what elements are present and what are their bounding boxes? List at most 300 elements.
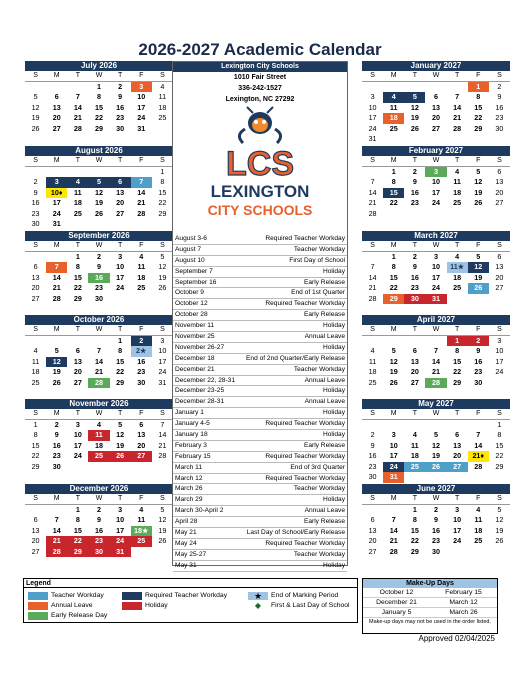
weekday-header: S bbox=[362, 71, 383, 82]
day-cell: 28 bbox=[453, 123, 462, 133]
day-cell: 24 bbox=[116, 283, 125, 292]
day-cell: 25 bbox=[389, 123, 398, 133]
day-cell: 22 bbox=[389, 198, 398, 207]
day-cell: 25 bbox=[453, 198, 462, 207]
month-calendar bbox=[362, 61, 510, 145]
day-cell: 21 bbox=[46, 536, 67, 547]
day-cell: 2 bbox=[118, 81, 123, 91]
weekday-header: M bbox=[383, 409, 404, 420]
empty-day bbox=[46, 82, 67, 93]
day-cell: 26 bbox=[474, 198, 483, 207]
event-date: December 21 bbox=[175, 365, 215, 373]
day-cell: 7 bbox=[160, 419, 165, 429]
month-calendar bbox=[362, 231, 510, 304]
day-cell: 5 bbox=[497, 504, 502, 514]
day-cell: 13 bbox=[31, 272, 40, 282]
event-date: April 28 bbox=[175, 518, 198, 526]
day-cell: 19 bbox=[410, 113, 419, 122]
day-cell: 18 bbox=[474, 525, 483, 535]
day-cell: 19 bbox=[158, 272, 167, 282]
day-cell: 20 bbox=[368, 536, 377, 545]
day-cell: 15 bbox=[453, 356, 462, 366]
day-cell: 13 bbox=[52, 102, 61, 112]
day-cell: 20 bbox=[453, 451, 462, 460]
day-cell: 2 bbox=[497, 81, 502, 91]
event-description: End of 3rd Quarter bbox=[290, 463, 345, 471]
event-date: November 11 bbox=[175, 322, 215, 330]
day-cell: 25 bbox=[137, 283, 146, 292]
weekday-header: T bbox=[110, 325, 131, 336]
month-title: November 2026 bbox=[25, 399, 173, 409]
weekday-header: W bbox=[425, 494, 446, 505]
day-cell: 16 bbox=[52, 440, 61, 450]
day-cell: 3 bbox=[46, 177, 67, 188]
day-cell: 19 bbox=[495, 525, 504, 535]
weekday-header: S bbox=[25, 409, 46, 420]
weekday-header: S bbox=[25, 325, 46, 336]
day-cell: 28 bbox=[158, 451, 167, 460]
weekday-header: F bbox=[131, 156, 152, 167]
day-cell: 31 bbox=[52, 219, 61, 228]
day-cell: 25 bbox=[404, 462, 425, 473]
weekday-header: T bbox=[67, 241, 88, 252]
day-cell: 25 bbox=[453, 283, 462, 292]
day-cell: 6 bbox=[75, 346, 80, 355]
day-cell: 4 bbox=[96, 419, 101, 429]
day-cell: 4 bbox=[476, 504, 481, 514]
legend-end-of-marking-period bbox=[248, 591, 338, 600]
weekday-header: T bbox=[110, 241, 131, 252]
month-calendar bbox=[25, 484, 173, 557]
day-cell: 22 bbox=[410, 536, 419, 545]
school-info-panel bbox=[172, 61, 348, 569]
legend-label: First & Last Day of School bbox=[271, 602, 350, 609]
event-date: October 12 bbox=[175, 300, 208, 308]
day-cell: 10 bbox=[431, 262, 440, 271]
weekday-header: W bbox=[88, 325, 109, 336]
day-cell: 3 bbox=[370, 92, 375, 101]
day-cell: 28 bbox=[88, 378, 109, 389]
day-cell: 21 bbox=[94, 367, 103, 376]
day-cell: 11 bbox=[31, 356, 40, 366]
empty-day bbox=[383, 336, 404, 347]
day-cell: 1 bbox=[447, 336, 468, 347]
day-cell: 20 bbox=[431, 113, 440, 122]
day-cell: 2★ bbox=[131, 346, 152, 357]
day-cell: 18 bbox=[410, 451, 419, 460]
day-cell: 18 bbox=[368, 367, 377, 376]
event-row bbox=[173, 267, 347, 278]
legend-first-last-day bbox=[248, 601, 350, 610]
day-cell: 10 bbox=[116, 262, 125, 271]
day-cell: 26 bbox=[389, 377, 398, 387]
day-cell: 15 bbox=[474, 102, 483, 112]
day-cell: 16 bbox=[410, 187, 419, 197]
day-cell: 14 bbox=[474, 440, 483, 450]
month-title: September 2026 bbox=[25, 231, 173, 241]
day-cell: 21 bbox=[158, 440, 167, 450]
weekday-header: M bbox=[383, 156, 404, 167]
empty-day bbox=[362, 82, 383, 93]
day-cell: 23 bbox=[474, 367, 483, 376]
day-cell: 24 bbox=[52, 208, 61, 218]
weekday-header: T bbox=[447, 156, 468, 167]
day-cell: 9 bbox=[370, 440, 375, 450]
day-cell: 28 bbox=[137, 208, 146, 218]
legend-label: Holiday bbox=[145, 602, 168, 609]
day-cell: 6 bbox=[54, 92, 59, 101]
event-description: Required Teacher Workday bbox=[265, 539, 345, 547]
day-cell: 29 bbox=[94, 123, 103, 133]
day-cell: 8 bbox=[118, 346, 123, 355]
day-cell: 30 bbox=[116, 123, 125, 133]
event-date: March 12 bbox=[175, 474, 203, 482]
day-cell: 30 bbox=[52, 461, 61, 471]
day-cell: 6 bbox=[139, 419, 144, 429]
day-cell: 16 bbox=[137, 356, 146, 366]
weekday-header: T bbox=[404, 325, 425, 336]
day-cell: 23 bbox=[410, 198, 419, 207]
day-cell: 12 bbox=[431, 440, 440, 450]
day-cell: 12 bbox=[94, 187, 103, 197]
month-title: August 2026 bbox=[25, 146, 173, 156]
event-date: January 4-5 bbox=[175, 420, 210, 428]
day-cell: 24 bbox=[431, 198, 440, 207]
day-cell: 30 bbox=[474, 377, 483, 387]
month-grid bbox=[25, 494, 173, 557]
empty-day bbox=[46, 505, 67, 516]
day-cell: 27 bbox=[73, 377, 82, 387]
day-cell: 16 bbox=[368, 451, 377, 460]
day-cell: 31 bbox=[158, 377, 167, 387]
day-cell: 22 bbox=[474, 113, 483, 122]
weekday-header: S bbox=[489, 409, 510, 420]
legend-title: Legend bbox=[24, 579, 357, 588]
day-cell: 2 bbox=[96, 251, 101, 261]
day-cell: 6 bbox=[433, 92, 438, 101]
day-cell: 25 bbox=[158, 113, 167, 122]
mascot-logo-icon bbox=[173, 105, 347, 225]
day-cell: 24 bbox=[137, 113, 146, 122]
event-description: Required Teacher Workday bbox=[265, 420, 345, 428]
day-cell: 29 bbox=[31, 461, 40, 471]
month-calendar bbox=[25, 399, 173, 472]
day-cell: 24 bbox=[383, 462, 404, 473]
day-cell: 9 bbox=[33, 187, 38, 197]
day-cell: 6 bbox=[370, 515, 375, 524]
day-cell: 2 bbox=[468, 336, 489, 347]
month-grid bbox=[362, 241, 510, 304]
day-cell: 30 bbox=[137, 377, 146, 387]
empty-day bbox=[447, 82, 468, 93]
makeup-day: March 26 bbox=[430, 608, 497, 618]
day-cell: 21 bbox=[389, 536, 398, 545]
day-cell: 30 bbox=[431, 546, 440, 556]
event-description: Required Teacher Workday bbox=[265, 474, 345, 482]
weekday-header: T bbox=[67, 325, 88, 336]
day-cell: 14 bbox=[52, 525, 61, 535]
day-cell: 22 bbox=[389, 283, 398, 292]
empty-day bbox=[404, 82, 425, 93]
event-date: February 15 bbox=[175, 452, 211, 460]
day-cell: 15 bbox=[495, 440, 504, 450]
empty-day bbox=[404, 336, 425, 347]
day-cell: 15 bbox=[158, 187, 167, 197]
day-cell: 20 bbox=[73, 367, 82, 376]
day-cell: 14 bbox=[389, 525, 398, 535]
day-cell: 31 bbox=[368, 134, 377, 143]
weekday-header: F bbox=[131, 494, 152, 505]
empty-day bbox=[362, 167, 383, 178]
empty-day bbox=[425, 82, 446, 93]
day-cell: 19 bbox=[474, 187, 483, 197]
day-cell: 20 bbox=[410, 367, 419, 376]
month-grid bbox=[25, 71, 173, 134]
weekday-header: M bbox=[46, 494, 67, 505]
legend bbox=[23, 578, 358, 623]
event-description: Last Day of School/Early Release bbox=[246, 529, 345, 537]
day-cell: 22 bbox=[116, 367, 125, 376]
day-cell: 11 bbox=[74, 187, 82, 197]
day-cell: 10 bbox=[389, 440, 398, 450]
day-cell: 15 bbox=[94, 102, 103, 112]
day-cell: 18 bbox=[94, 440, 103, 450]
day-cell: 13 bbox=[137, 430, 146, 439]
empty-day bbox=[362, 252, 383, 263]
day-cell: 24 bbox=[73, 451, 82, 460]
day-cell: 1 bbox=[412, 504, 417, 514]
event-row bbox=[173, 408, 347, 419]
weekday-header: F bbox=[131, 409, 152, 420]
month-calendar bbox=[25, 231, 173, 304]
day-cell: 21 bbox=[453, 113, 462, 122]
day-cell: 21 bbox=[368, 198, 377, 207]
school-city: Lexington, NC 27292 bbox=[225, 96, 295, 103]
day-cell: 6 bbox=[110, 177, 131, 188]
day-cell: 9 bbox=[96, 262, 101, 271]
day-cell: 10♦ bbox=[46, 188, 67, 199]
day-cell: 4 bbox=[33, 346, 38, 355]
month-grid bbox=[362, 71, 510, 145]
day-cell: 21 bbox=[52, 283, 61, 292]
weekday-header: S bbox=[362, 325, 383, 336]
weekday-header: S bbox=[362, 409, 383, 420]
day-cell: 5 bbox=[160, 504, 165, 514]
day-cell: 16 bbox=[474, 356, 483, 366]
day-cell: 6 bbox=[33, 515, 38, 524]
empty-day bbox=[46, 167, 67, 178]
weekday-header: S bbox=[489, 494, 510, 505]
day-cell: 26 bbox=[425, 462, 446, 473]
empty-day bbox=[383, 82, 404, 93]
day-cell: 28 bbox=[389, 546, 398, 556]
day-cell: 4 bbox=[383, 92, 404, 103]
annual-leave-swatch bbox=[28, 602, 48, 610]
weekday-header: W bbox=[88, 241, 109, 252]
day-cell: 24 bbox=[431, 283, 440, 292]
event-row bbox=[173, 463, 347, 474]
day-cell: 23 bbox=[116, 113, 125, 122]
event-date: March 30-April 2 bbox=[175, 507, 224, 515]
event-row bbox=[173, 484, 347, 495]
day-cell: 22 bbox=[67, 536, 88, 547]
day-cell: 22 bbox=[31, 451, 40, 460]
required-workday-swatch bbox=[122, 592, 142, 600]
event-description: Early Release bbox=[303, 441, 345, 449]
weekday-header: W bbox=[425, 325, 446, 336]
day-cell: 2 bbox=[96, 504, 101, 514]
event-row bbox=[173, 561, 347, 572]
empty-day bbox=[425, 420, 446, 431]
weekday-header: S bbox=[489, 156, 510, 167]
day-cell: 1 bbox=[391, 166, 396, 176]
month-calendar bbox=[25, 146, 173, 230]
day-cell: 10 bbox=[158, 346, 167, 355]
day-cell: 18 bbox=[383, 113, 404, 124]
empty-day bbox=[67, 336, 88, 347]
weekday-header: M bbox=[46, 409, 67, 420]
event-row bbox=[173, 299, 347, 310]
day-cell: 7 bbox=[46, 262, 67, 273]
weekday-header: T bbox=[447, 241, 468, 252]
makeup-days bbox=[362, 578, 498, 634]
day-cell: 26 bbox=[158, 283, 167, 292]
event-description: Required Teacher Workday bbox=[265, 300, 345, 308]
event-date: May 24 bbox=[175, 539, 197, 547]
event-row bbox=[173, 256, 347, 267]
day-cell: 7 bbox=[455, 92, 460, 101]
day-cell: 14 bbox=[453, 102, 462, 112]
school-phone: 336-242-1527 bbox=[238, 85, 282, 92]
day-cell: 4 bbox=[160, 81, 165, 91]
day-cell: 23 bbox=[368, 461, 377, 471]
school-name-header: Lexington City Schools bbox=[173, 62, 347, 72]
day-cell: 23 bbox=[88, 536, 109, 547]
event-description: Teacher Workday bbox=[293, 245, 345, 253]
day-cell: 30 bbox=[495, 123, 504, 133]
day-cell: 28 bbox=[52, 293, 61, 303]
day-cell: 10 bbox=[453, 515, 462, 524]
day-cell: 24 bbox=[495, 367, 504, 376]
event-date: September 7 bbox=[175, 267, 213, 275]
event-row bbox=[173, 365, 347, 376]
empty-day bbox=[362, 420, 383, 431]
day-cell: 18★ bbox=[131, 526, 152, 537]
day-cell: 9 bbox=[118, 92, 123, 101]
month-grid bbox=[25, 241, 173, 304]
weekday-header: T bbox=[447, 494, 468, 505]
day-cell: 7 bbox=[54, 515, 59, 524]
weekday-header: W bbox=[425, 409, 446, 420]
day-cell: 19 bbox=[116, 440, 125, 450]
weekday-header: S bbox=[362, 241, 383, 252]
day-cell: 3 bbox=[497, 335, 502, 345]
day-cell: 28 bbox=[368, 208, 377, 218]
event-description: Holiday bbox=[323, 322, 345, 330]
month-title: June 2027 bbox=[362, 484, 510, 494]
day-cell: 8 bbox=[412, 515, 417, 524]
empty-day bbox=[25, 82, 46, 93]
weekday-header: T bbox=[110, 156, 131, 167]
makeup-days-grid bbox=[363, 588, 497, 618]
weekday-header: W bbox=[425, 71, 446, 82]
day-cell: 23 bbox=[410, 283, 419, 292]
day-cell: 14 bbox=[52, 272, 61, 282]
empty-day bbox=[447, 420, 468, 431]
day-cell: 11 bbox=[137, 515, 146, 524]
day-cell: 26 bbox=[158, 536, 167, 545]
day-cell: 12 bbox=[389, 356, 398, 366]
day-cell: 1 bbox=[96, 81, 101, 91]
weekday-header: S bbox=[489, 71, 510, 82]
day-cell: 20 bbox=[495, 272, 504, 282]
event-row bbox=[173, 321, 347, 332]
weekday-header: T bbox=[404, 409, 425, 420]
day-cell: 12 bbox=[468, 262, 489, 273]
day-cell: 17 bbox=[389, 451, 398, 460]
empty-day bbox=[362, 336, 383, 347]
day-cell: 16 bbox=[410, 272, 419, 282]
day-cell: 16 bbox=[88, 273, 109, 284]
event-date: May 31 bbox=[175, 561, 197, 569]
event-row bbox=[173, 474, 347, 485]
day-cell: 31 bbox=[383, 472, 404, 483]
day-cell: 8 bbox=[455, 346, 460, 355]
weekday-header: W bbox=[88, 409, 109, 420]
day-cell: 25 bbox=[131, 536, 152, 547]
empty-day bbox=[362, 505, 383, 516]
day-cell: 4 bbox=[139, 504, 144, 514]
day-cell: 15 bbox=[410, 525, 419, 535]
diamond-icon: ◆ bbox=[254, 600, 262, 610]
day-cell: 27 bbox=[410, 377, 419, 387]
day-cell: 31 bbox=[137, 123, 146, 133]
day-cell: 19 bbox=[389, 367, 398, 376]
weekday-header: S bbox=[152, 241, 173, 252]
event-row bbox=[173, 506, 347, 517]
weekday-header: M bbox=[46, 156, 67, 167]
day-cell: 24 bbox=[158, 367, 167, 376]
day-cell: 18 bbox=[453, 187, 462, 197]
day-cell: 5 bbox=[33, 92, 38, 101]
day-cell: 1 bbox=[75, 251, 80, 261]
day-cell: 23 bbox=[137, 367, 146, 376]
day-cell: 14 bbox=[73, 102, 82, 112]
weekday-header: W bbox=[425, 156, 446, 167]
day-cell: 31 bbox=[425, 294, 446, 305]
day-cell: 10 bbox=[368, 102, 377, 112]
day-cell: 3 bbox=[118, 504, 123, 514]
weekday-header: F bbox=[468, 494, 489, 505]
event-row bbox=[173, 430, 347, 441]
day-cell: 23 bbox=[31, 208, 40, 218]
empty-day bbox=[88, 167, 109, 178]
day-cell: 9 bbox=[433, 515, 438, 524]
day-cell: 20 bbox=[31, 536, 40, 545]
day-cell: 13 bbox=[410, 356, 419, 366]
weekday-header: S bbox=[25, 241, 46, 252]
empty-day bbox=[25, 336, 46, 347]
day-cell: 19 bbox=[474, 272, 483, 282]
day-cell: 30 bbox=[88, 547, 109, 558]
day-cell: 22 bbox=[158, 198, 167, 207]
weekday-header: T bbox=[67, 494, 88, 505]
day-cell: 24 bbox=[110, 536, 131, 547]
day-cell: 10 bbox=[495, 346, 504, 355]
day-cell: 3 bbox=[75, 419, 80, 429]
event-date: March 26 bbox=[175, 485, 203, 493]
day-cell: 9 bbox=[412, 177, 417, 186]
